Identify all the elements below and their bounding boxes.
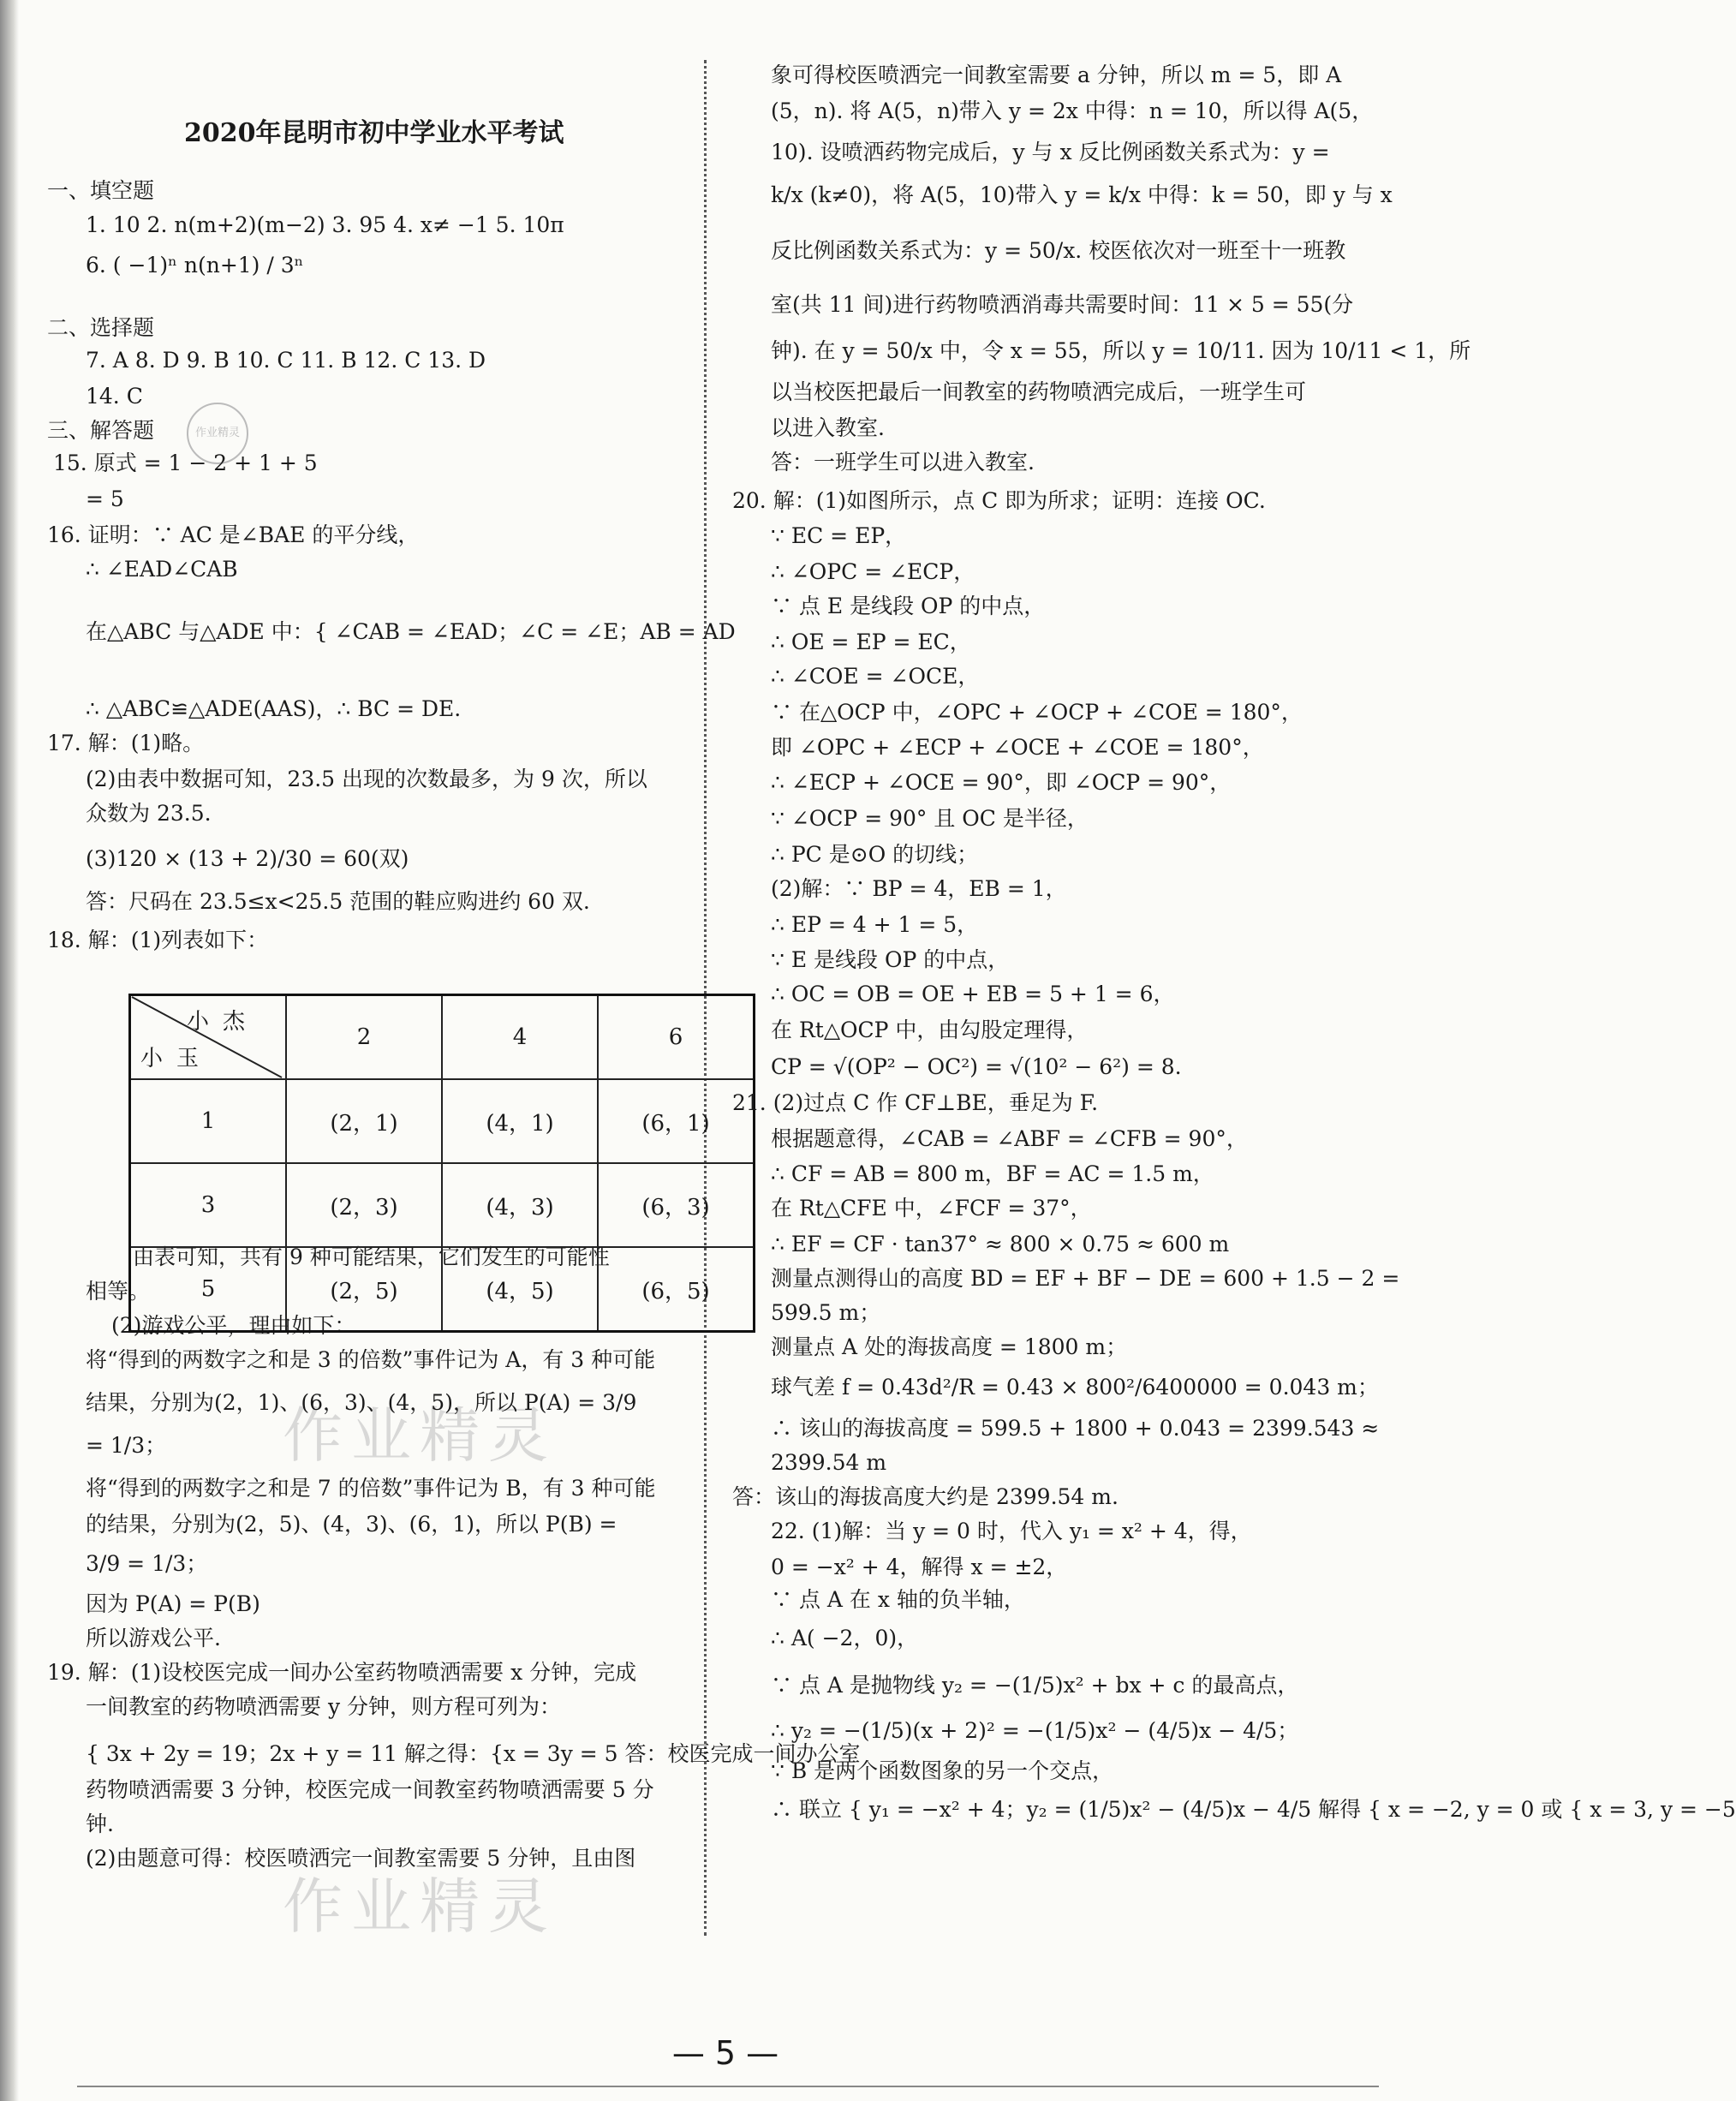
- text-line: ∵ ∠OCP = 90° 且 OC 是半径，: [771, 806, 1089, 831]
- text-line: 根据题意得，∠CAB = ∠ABF = ∠CFB = 90°，: [771, 1126, 1248, 1151]
- page-title: 2020年昆明市初中学业水平考试: [184, 118, 564, 148]
- text-line: 二、选择题: [47, 315, 155, 340]
- text-line: 16. 证明：∵ AC 是∠BAE 的平分线，: [47, 522, 420, 547]
- text-line: 在△ABC 与△ADE 中：{ ∠CAB = ∠EAD；∠C = ∠E；AB = AD: [86, 619, 736, 644]
- text-line: (2)解：∵ BP = 4，EB = 1，: [771, 876, 1067, 901]
- text-line: 测量点 A 处的海拔高度 = 1800 m；: [771, 1334, 1128, 1359]
- table-cell: (6，1): [598, 1079, 755, 1163]
- text-line: ∴ ∠EAD∠CAB: [86, 557, 238, 582]
- text-line: 一、填空题: [47, 178, 155, 203]
- text-line: 反比例函数关系式为：y = 50/x. 校医依次对一班至十一班教: [771, 238, 1346, 263]
- text-line: 15. 原式 = 1 − 2 + 1 + 5: [53, 451, 318, 475]
- text-line: 三、解答题: [47, 418, 155, 443]
- text-line: ∴ 联立 { y₁ = −x² + 4；y₂ = (1/5)x² − (4/5)x − 4/5 解得 { x = −2, y = 0 或 { x = 3, y = −5: [771, 1797, 1736, 1822]
- outcome-table: [128, 994, 755, 1333]
- text-line: ∵ EC = EP，: [771, 523, 907, 548]
- text-line: 众数为 23.5.: [86, 801, 212, 826]
- text-line: CP = √(OP² − OC²) = √(10² − 6²) = 8.: [771, 1054, 1182, 1079]
- table-row: [130, 1079, 755, 1163]
- text-line: { 3x + 2y = 19；2x + y = 11 解之得：{x = 3y = 5 答：校医完成一间办公室: [86, 1741, 861, 1766]
- text-line: ∴ EF = CF · tan37° ≈ 800 × 0.75 ≈ 600 m: [771, 1232, 1230, 1256]
- page-edge-shadow: [0, 0, 19, 2101]
- table-row: [130, 1247, 755, 1332]
- watermark: 作业精灵: [283, 1871, 557, 1942]
- text-line: (2)由题意可得：校医喷洒完一间教室需要 5 分钟，且由图: [86, 1846, 636, 1871]
- text-line: ∴ 该山的海拔高度 = 599.5 + 1800 + 0.043 = 2399.543 ≈: [771, 1416, 1380, 1441]
- text-line: 6. ( −1)ⁿ n(n+1) / 3ⁿ: [86, 253, 304, 278]
- text-line: ∴ ∠COE = ∠OCE，: [771, 664, 980, 689]
- text-line: 因为 P(A) = P(B): [86, 1591, 260, 1616]
- text-line: ∵ 点 A 在 x 轴的负半轴，: [771, 1587, 1025, 1612]
- text-line: 在 Rt△OCP 中，由勾股定理得，: [771, 1018, 1089, 1042]
- text-line: 钟.: [86, 1812, 114, 1836]
- table-cell: (4，5): [442, 1247, 598, 1332]
- text-line: 1. 10 2. n(m+2)(m−2) 3. 95 4. x≠ −1 5. 10π: [86, 212, 564, 237]
- page-number: — 5 —: [671, 2034, 779, 2072]
- table-row: [130, 1163, 755, 1247]
- text-line: 14. C: [86, 384, 143, 409]
- table-cell: (6，3): [598, 1163, 755, 1247]
- text-line: 19. 解：(1)设校医完成一间办公室药物喷洒需要 x 分钟，完成: [47, 1660, 637, 1685]
- text-line: 0 = −x² + 4，解得 x = ±2，: [771, 1555, 1068, 1579]
- text-line: 3/9 = 1/3；: [86, 1551, 208, 1576]
- text-line: 20. 解：(1)如图所示，点 C 即为所求；证明：连接 OC.: [732, 488, 1266, 513]
- text-line: ∴ △ABC≌△ADE(AAS)，∴ BC = DE.: [86, 696, 462, 721]
- text-line: ∴ ∠OPC = ∠ECP，: [771, 559, 975, 584]
- text-line: 即 ∠OPC + ∠ECP + ∠OCE + ∠COE = 180°，: [771, 735, 1264, 760]
- text-line: 药物喷洒需要 3 分钟，校医完成一间教室药物喷洒需要 5 分: [86, 1777, 654, 1802]
- text-line: ∴ OC = OB = OE + EB = 5 + 1 = 6，: [771, 982, 1175, 1006]
- text-line: ∵ 点 E 是线段 OP 的中点，: [771, 594, 1046, 618]
- text-line: ∵ B 是两个函数图象的另一个交点，: [771, 1758, 1114, 1783]
- table-header-top: 小杰: [186, 1009, 259, 1035]
- text-line: 结果，分别为(2，1)、(6，3)、(4，5)，所以 P(A) = 3/9: [86, 1390, 637, 1415]
- text-line: 18. 解：(1)列表如下：: [47, 928, 269, 952]
- text-line: ∴ ∠ECP + ∠OCE = 90°，即 ∠OCP = 90°，: [771, 770, 1232, 795]
- table-col-header: 6: [598, 995, 755, 1080]
- text-line: 的结果，分别为(2，5)、(4，3)、(6，1)，所以 P(B) =: [86, 1512, 617, 1537]
- text-line: k/x (k≠0)，将 A(5，10)带入 y = k/x 中得：k = 50，即 y 与 x: [771, 182, 1393, 207]
- text-line: ∵ E 是线段 OP 的中点，: [771, 947, 1010, 972]
- bottom-rule: [77, 2086, 1379, 2087]
- text-line: 22. (1)解：当 y = 0 时，代入 y₁ = x² + 4，得，: [771, 1519, 1252, 1543]
- text-line: 10). 设喷洒药物完成后，y 与 x 反比例函数关系式为：y =: [771, 140, 1330, 164]
- text-line: ∴ OE = EP = EC，: [771, 630, 971, 654]
- text-line: ∴ EP = 4 + 1 = 5，: [771, 912, 979, 937]
- text-line: 室(共 11 间)进行药物喷洒消毒共需要时间：11 × 5 = 55(分: [771, 292, 1354, 317]
- text-line: 测量点测得山的高度 BD = EF + BF − DE = 600 + 1.5 − 2 =: [771, 1266, 1400, 1291]
- table-row-label: 3: [130, 1163, 287, 1247]
- table-cell: (6，5): [598, 1247, 755, 1332]
- text-line: 在 Rt△CFE 中，∠FCF = 37°，: [771, 1196, 1092, 1221]
- text-line: 将“得到的两数字之和是 7 的倍数”事件记为 B，有 3 种可能: [86, 1476, 656, 1501]
- text-line: = 5: [86, 486, 124, 511]
- text-line: (2)游戏公平，理由如下：: [111, 1313, 356, 1338]
- text-line: 599.5 m；: [771, 1300, 881, 1325]
- text-line: 2399.54 m: [771, 1450, 887, 1475]
- text-line: 7. A 8. D 9. B 10. C 11. B 12. C 13. D: [86, 348, 486, 373]
- text-line: 相等。: [86, 1279, 151, 1304]
- text-line: ∴ CF = AB = 800 m，BF = AC = 1.5 m，: [771, 1161, 1214, 1186]
- text-line: 将“得到的两数字之和是 3 的倍数”事件记为 A，有 3 种可能: [86, 1347, 656, 1372]
- text-line: 一间教室的药物喷洒需要 y 分钟，则方程可列为：: [86, 1694, 562, 1719]
- text-line: (2)由表中数据可知，23.5 出现的次数最多，为 9 次，所以: [86, 767, 647, 791]
- table-cell: (2，5): [286, 1247, 442, 1332]
- table-cell: (4，1): [442, 1079, 598, 1163]
- table-col-header: 4: [442, 995, 598, 1080]
- table-row-label: 1: [130, 1079, 287, 1163]
- text-line: ∴ A( −2，0)，: [771, 1626, 919, 1650]
- table-header-row: [130, 995, 755, 1080]
- table-cell: (4，3): [442, 1163, 598, 1247]
- table-row-label: 5: [130, 1247, 287, 1332]
- text-line: 以当校医把最后一间教室的药物喷洒完成后，一班学生可: [771, 379, 1307, 404]
- text-line: 答：一班学生可以进入教室.: [771, 450, 1035, 475]
- text-line: (3)120 × (13 + 2)/30 = 60(双): [86, 846, 409, 871]
- text-line: 答：该山的海拔高度大约是 2399.54 m.: [732, 1484, 1119, 1509]
- text-line: = 1/3；: [86, 1433, 167, 1458]
- text-line: (5，n). 将 A(5，n)带入 y = 2x 中得：n = 10，所以得 A(5，: [771, 98, 1374, 123]
- text-line: 钟). 在 y = 50/x 中，令 x = 55，所以 y = 10/11. 因为 10/11 < 1，所: [771, 338, 1471, 363]
- text-line: 以进入教室.: [771, 415, 885, 440]
- text-line: ∵ 点 A 是抛物线 y₂ = −(1/5)x² + bx + c 的最高点，: [771, 1673, 1299, 1698]
- table-col-header: 2: [286, 995, 442, 1080]
- text-line: ∵ 在△OCP 中，∠OPC + ∠OCP + ∠COE = 180°，: [771, 700, 1303, 725]
- text-line: ∴ PC 是⊙O 的切线；: [771, 842, 979, 867]
- stamp: 作业精灵: [187, 403, 248, 464]
- text-line: ∴ y₂ = −(1/5)(x + 2)² = −(1/5)x² − (4/5)x − 4/5；: [771, 1718, 1299, 1743]
- table-corner-cell: [130, 995, 287, 1080]
- watermark: 作业精灵: [283, 1400, 557, 1471]
- text-line: 象可得校医喷洒完一间教室需要 a 分钟，所以 m = 5，即 A: [771, 63, 1342, 87]
- table-cell: (2，3): [286, 1163, 442, 1247]
- text-line: 由表可知，共有 9 种可能结果，它们发生的可能性: [133, 1244, 610, 1269]
- text-line: 17. 解：(1)略。: [47, 731, 205, 755]
- text-line: 21. (2)过点 C 作 CF⊥BE，垂足为 F.: [732, 1090, 1099, 1115]
- text-line: 所以游戏公平.: [86, 1626, 221, 1650]
- table-header-bottom: 小玉: [140, 1046, 213, 1071]
- table-cell: (2，1): [286, 1079, 442, 1163]
- text-line: 球气差 f = 0.43d²/R = 0.43 × 800²/6400000 = 0.043 m；: [771, 1375, 1379, 1400]
- text-line: 答：尺码在 23.5≤x<25.5 范围的鞋应购进约 60 双.: [86, 889, 590, 914]
